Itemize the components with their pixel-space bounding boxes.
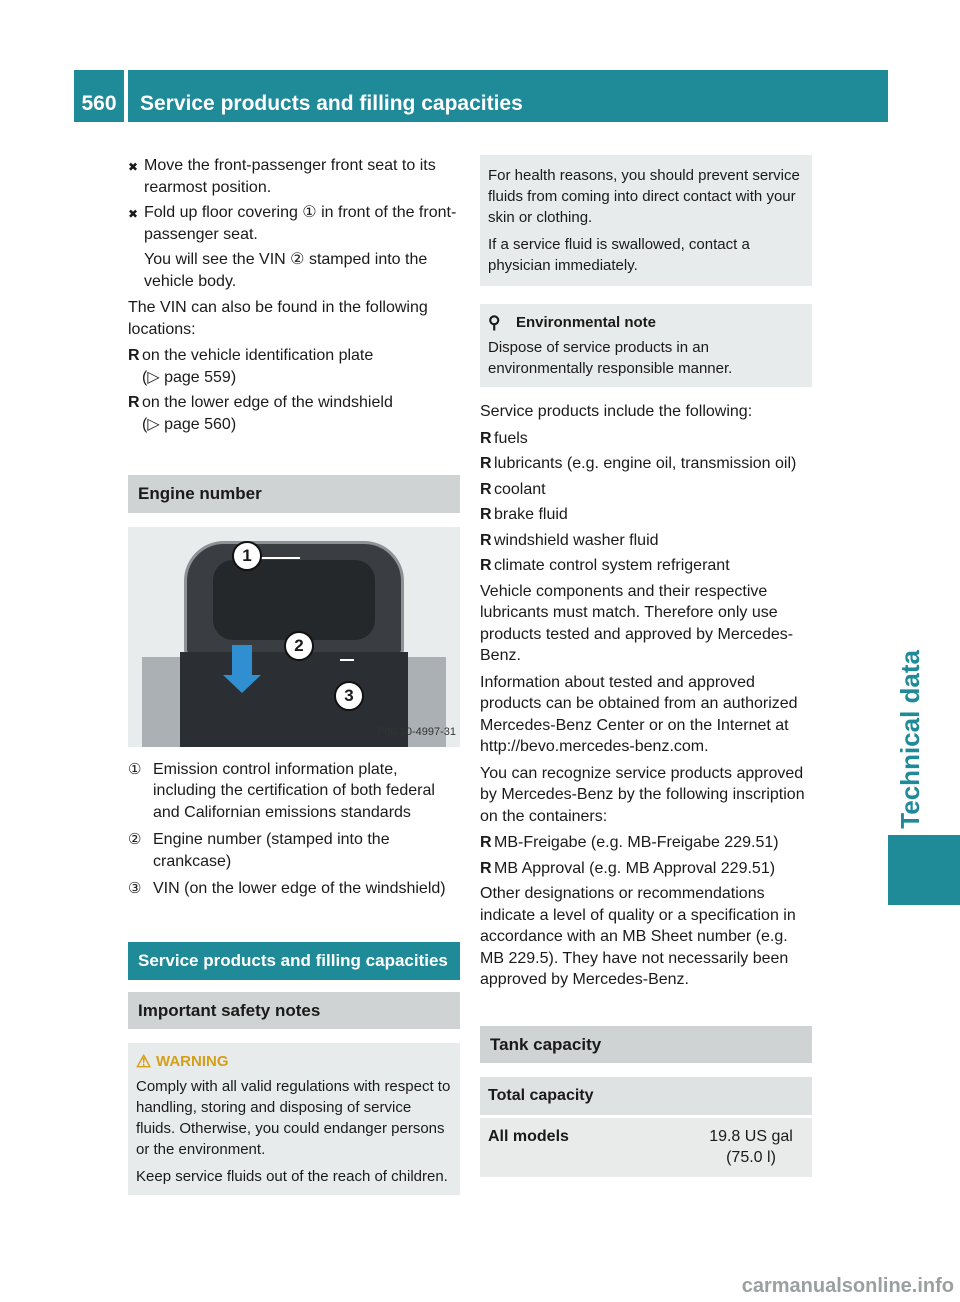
callout-3: 3 <box>334 681 364 711</box>
list-item: R on the lower edge of the windshield (▷ page 560) <box>128 392 460 435</box>
list-item: R brake fluid <box>480 504 812 526</box>
page-title: Service products and filling capacities <box>128 70 888 122</box>
table-cell: All models <box>480 1118 690 1177</box>
watermark: carmanualsonline.info <box>741 1275 954 1297</box>
warning-box: ⚠ WARNING Comply with all valid regulations with respect to handling, storing and disposing of service fluids. Otherwise, you could endanger persons or the environment. Keep service fluids out of the reach of children. <box>128 1043 460 1195</box>
bullet-icon: R <box>480 506 492 523</box>
list-item: R coolant <box>480 479 812 501</box>
callout-1: 1 <box>232 541 262 571</box>
vin-note: You will see the VIN ② stamped into the vehicle body. <box>144 251 428 290</box>
page-number: 560 <box>74 70 124 122</box>
arrow-down-icon <box>232 645 252 679</box>
paragraph: You can recognize service products approved by Mercedes-Benz by the following inscription on the containers: <box>480 764 805 825</box>
step-item: ✖ Fold up floor covering ① in front of the front-passenger seat. <box>128 202 460 245</box>
step-arrow-icon: ✖ <box>128 207 139 221</box>
step-item: ✖ Move the front-passenger front seat to its rearmost position. <box>128 155 460 198</box>
callout-2: 2 <box>284 631 314 661</box>
lightbulb-icon: ⚲ <box>488 313 501 332</box>
engine-bay <box>180 652 408 747</box>
table-row <box>480 1118 812 1177</box>
side-tab-label: Technical data <box>895 650 925 829</box>
bullet-icon: R <box>128 394 140 411</box>
tank-capacity-table <box>480 1077 812 1177</box>
left-column <box>128 155 460 1195</box>
engine-photo <box>128 527 460 747</box>
bullet-icon: R <box>480 455 492 472</box>
page-reference[interactable]: (▷ page 560) <box>142 415 237 433</box>
list-item: R windshield washer fluid <box>480 530 812 552</box>
environmental-note: ⚲ Environmental note Dispose of service products in an environmentally responsible manner. <box>480 304 812 387</box>
table-header-cell: Total capacity <box>480 1077 690 1115</box>
legend-item: ③ VIN (on the lower edge of the windshield) <box>128 880 446 897</box>
table-header-cell <box>690 1077 812 1115</box>
service-products-heading: Service products and filling capacities <box>128 942 460 980</box>
warning-triangle-icon: ⚠ <box>136 1052 152 1071</box>
bullet-icon: R <box>480 859 492 877</box>
list-item: R fuels <box>480 428 812 450</box>
legend-item: ② Engine number (stamped into the crankcase) <box>128 831 390 870</box>
engine-number-heading: Engine number <box>128 475 460 513</box>
step-arrow-icon: ✖ <box>128 160 139 174</box>
side-tab-block <box>888 835 960 905</box>
environmental-note-header: ⚲ Environmental note <box>488 313 657 332</box>
bullet-icon: R <box>480 557 492 574</box>
bullet-icon: R <box>128 347 140 364</box>
paragraph: Information about tested and approved products can be obtained from an authorized Mercedes-Benz Center or on the Internet at http://bevo.mercedes-benz.com. <box>480 673 798 755</box>
list-item: R lubricants (e.g. engine oil, transmission oil) <box>480 453 812 475</box>
table-cell: 19.8 US gal (75.0 l) <box>690 1118 812 1177</box>
list-item: R MB-Freigabe (e.g. MB-Freigabe 229.51) <box>480 832 812 854</box>
right-column <box>480 155 812 1177</box>
warning-header: ⚠ WARNING <box>136 1052 229 1071</box>
paragraph: Vehicle components and their respective lubricants must match. Therefore only use products tested and approved by Mercedes-Benz. <box>480 582 794 664</box>
list-item: R on the vehicle identification plate (▷ page 559) <box>128 345 460 388</box>
safety-notes-heading: Important safety notes <box>128 992 460 1030</box>
bullet-icon: R <box>480 834 492 851</box>
photo-code: P00.10-4997-31 <box>377 726 456 738</box>
bullet-icon: R <box>480 531 492 549</box>
page-reference[interactable]: (▷ page 559) <box>142 368 237 386</box>
list-item: R MB Approval (e.g. MB Approval 229.51) <box>480 858 812 880</box>
vin-locations-intro: The VIN can also be found in the following locations: <box>128 299 428 338</box>
paragraph: Other designations or recommendations indicate a level of quality or a specification in accordance with an MB Sheet number (e.g. MB 229.5). They have not necessarily been approved by Mercedes-Benz. <box>480 885 796 988</box>
list-item: R climate control system refrigerant <box>480 555 812 577</box>
table-header-row <box>480 1077 812 1115</box>
products-intro: Service products include the following: <box>480 403 753 420</box>
legend-item: ① Emission control information plate, including the certification of both federal and Californian emissions standards <box>128 760 435 821</box>
tank-capacity-heading: Tank capacity <box>480 1026 812 1064</box>
health-note: For health reasons, you should prevent service fluids from coming into direct contact with your skin or clothing. If a service fluid is swallowed, contact a physician immediately. <box>480 155 812 286</box>
bullet-icon: R <box>480 429 492 447</box>
bullet-icon: R <box>480 480 492 498</box>
